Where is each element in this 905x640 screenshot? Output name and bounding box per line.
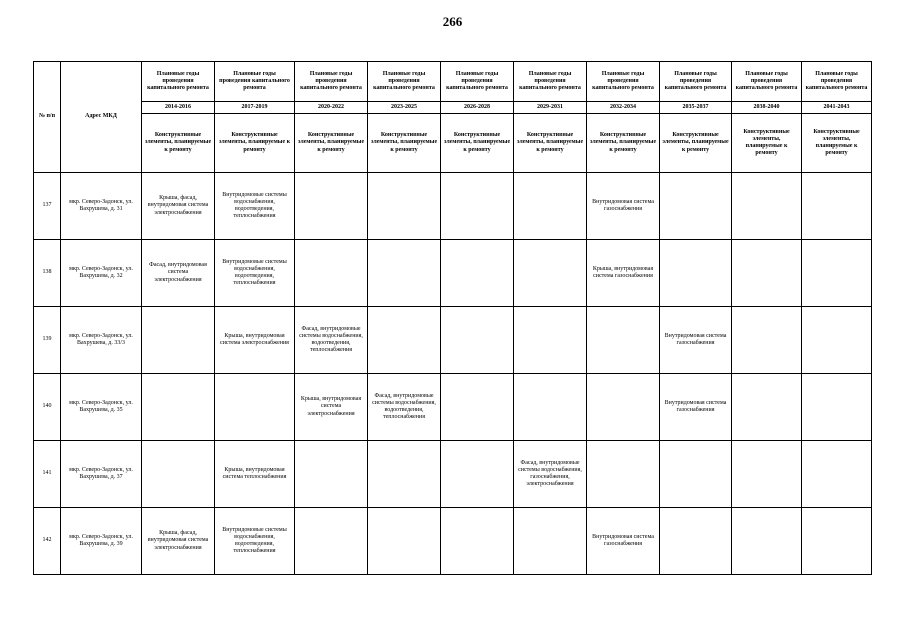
repair-elements-cell: Крыша, внутридомовая система теплоснабжения — [215, 441, 295, 508]
repair-elements-cell — [587, 441, 660, 508]
row-address: мкр. Северо-Задонск, ул. Вахрушева, д. 32 — [61, 240, 142, 307]
period-elements-header: Конструктивные элементы, планируемые к ремонту — [441, 114, 514, 173]
row-number: 140 — [34, 374, 61, 441]
repair-elements-cell — [514, 307, 587, 374]
repair-elements-cell — [441, 508, 514, 575]
repair-elements-cell — [441, 307, 514, 374]
repair-elements-cell — [142, 441, 215, 508]
repair-elements-cell — [441, 173, 514, 240]
repair-elements-cell — [732, 508, 802, 575]
header-row-years — [34, 102, 872, 114]
table-row — [34, 374, 872, 441]
repair-elements-cell: Внутридомовые системы водоснабжения, водоотведения, теплоснабжения — [215, 173, 295, 240]
repair-elements-cell — [732, 374, 802, 441]
repair-elements-cell — [368, 307, 441, 374]
period-years-header: 2032-2034 — [587, 102, 660, 114]
period-elements-header: Конструктивные элементы, планируемые к ремонту — [142, 114, 215, 173]
repair-elements-cell: Внутридомовые системы водоснабжения, водоотведения, теплоснабжения — [215, 240, 295, 307]
period-elements-header: Конструктивные элементы, планируемые к ремонту — [732, 114, 802, 173]
repair-elements-cell — [368, 441, 441, 508]
row-address: мкр. Северо-Задонск, ул. Вахрушева, д. 31 — [61, 173, 142, 240]
period-years-header: 2020-2022 — [295, 102, 368, 114]
repair-elements-cell — [587, 307, 660, 374]
period-title-header: Плановые годы проведения капитального ремонта — [215, 62, 295, 102]
header-row-titles — [34, 62, 872, 102]
repair-elements-cell: Внутридомовая система газоснабжения — [660, 374, 732, 441]
period-years-header: 2023-2025 — [368, 102, 441, 114]
table-row — [34, 240, 872, 307]
repair-elements-cell: Крыша, внутридомовая система электроснабжения — [295, 374, 368, 441]
repair-elements-cell — [142, 374, 215, 441]
period-title-header: Плановые годы проведения капитального ремонта — [732, 62, 802, 102]
repair-elements-cell — [215, 374, 295, 441]
repair-elements-cell: Внутридомовая система газоснабжения — [660, 307, 732, 374]
period-years-header: 2038-2040 — [732, 102, 802, 114]
row-number: 138 — [34, 240, 61, 307]
row-address: мкр. Северо-Задонск, ул. Вахрушева, д. 33/3 — [61, 307, 142, 374]
repair-elements-cell: Крыша, внутридомовая система газоснабжения — [587, 240, 660, 307]
page-number: 266 — [442, 14, 463, 29]
repair-elements-cell — [368, 173, 441, 240]
period-title-header: Плановые годы проведения капитального ремонта — [142, 62, 215, 102]
repair-elements-cell — [660, 173, 732, 240]
col-address-header: Адрес МКД — [61, 62, 142, 173]
repair-elements-cell — [802, 240, 872, 307]
row-number: 141 — [34, 441, 61, 508]
row-address: мкр. Северо-Задонск, ул. Вахрушева, д. 39 — [61, 508, 142, 575]
repair-elements-cell — [802, 374, 872, 441]
repair-elements-cell — [514, 240, 587, 307]
period-elements-header: Конструктивные элементы, планируемые к ремонту — [215, 114, 295, 173]
row-address: мкр. Северо-Задонск, ул. Вахрушева, д. 35 — [61, 374, 142, 441]
period-title-header: Плановые годы проведения капитального ремонта — [514, 62, 587, 102]
row-number: 142 — [34, 508, 61, 575]
repair-elements-cell: Фасад, внутридомовые системы водоснабжения, водоотведения, теплоснабжения — [295, 307, 368, 374]
repair-elements-cell: Крыша, фасад, внутридомовая система электроснабжения — [142, 508, 215, 575]
period-years-header: 2035-2037 — [660, 102, 732, 114]
period-title-header: Плановые годы проведения капитального ремонта — [802, 62, 872, 102]
repair-elements-cell — [660, 441, 732, 508]
repair-elements-cell: Внутридомовые системы водоснабжения, водоотведения, теплоснабжения — [215, 508, 295, 575]
period-years-header: 2017-2019 — [215, 102, 295, 114]
repair-elements-cell — [368, 508, 441, 575]
repair-elements-cell — [732, 441, 802, 508]
repair-elements-cell — [368, 240, 441, 307]
period-title-header: Плановые годы проведения капитального ремонта — [295, 62, 368, 102]
repair-elements-cell: Фасад, внутридомовые системы водоснабжения, газоснабжения, электроснабжения — [514, 441, 587, 508]
repair-elements-cell — [587, 374, 660, 441]
repair-elements-cell — [514, 173, 587, 240]
table-row — [34, 173, 872, 240]
row-number: 137 — [34, 173, 61, 240]
col-num-header: № п/п — [34, 62, 61, 173]
period-elements-header: Конструктивные элементы, планируемые к ремонту — [802, 114, 872, 173]
repair-elements-cell: Внутридомовая система газоснабжения — [587, 508, 660, 575]
repair-elements-cell — [142, 307, 215, 374]
repair-elements-cell — [802, 441, 872, 508]
repair-elements-cell — [802, 173, 872, 240]
period-elements-header: Конструктивные элементы, планируемые к ремонту — [587, 114, 660, 173]
repair-elements-cell — [732, 240, 802, 307]
repair-elements-cell: Внутридомовая система газоснабжения — [587, 173, 660, 240]
repair-elements-cell — [660, 508, 732, 575]
table-row — [34, 307, 872, 374]
table-row — [34, 441, 872, 508]
period-title-header: Плановые годы проведения капитального ремонта — [587, 62, 660, 102]
repair-elements-cell: Фасад, внутридомовая система электроснабжения — [142, 240, 215, 307]
header-row-elements — [34, 114, 872, 173]
repair-elements-cell: Крыша, фасад, внутридомовая система электроснабжения — [142, 173, 215, 240]
table-row — [34, 508, 872, 575]
repair-elements-cell — [441, 240, 514, 307]
repair-elements-cell — [802, 508, 872, 575]
period-title-header: Плановые годы проведения капитального ремонта — [368, 62, 441, 102]
repair-elements-cell — [295, 173, 368, 240]
capital-repair-plan-table — [33, 61, 872, 575]
repair-elements-cell — [441, 374, 514, 441]
repair-elements-cell — [441, 441, 514, 508]
period-title-header: Плановые годы проведения капитального ремонта — [660, 62, 732, 102]
period-elements-header: Конструктивные элементы, планируемые к ремонту — [295, 114, 368, 173]
repair-elements-cell: Фасад, внутридомовые системы водоснабжения, водоотведения, теплоснабжения — [368, 374, 441, 441]
repair-elements-cell — [732, 173, 802, 240]
row-number: 139 — [34, 307, 61, 374]
period-elements-header: Конструктивные элементы, планируемые к ремонту — [514, 114, 587, 173]
period-years-header: 2014-2016 — [142, 102, 215, 114]
repair-elements-cell: Крыша, внутридомовая система электроснабжения — [215, 307, 295, 374]
period-elements-header: Конструктивные элементы, планируемые к ремонту — [368, 114, 441, 173]
period-years-header: 2041-2043 — [802, 102, 872, 114]
period-elements-header: Конструктивные элементы, планируемые к ремонту — [660, 114, 732, 173]
repair-elements-cell — [295, 441, 368, 508]
period-years-header: 2029-2031 — [514, 102, 587, 114]
period-title-header: Плановые годы проведения капитального ремонта — [441, 62, 514, 102]
repair-elements-cell — [295, 508, 368, 575]
repair-elements-cell — [514, 374, 587, 441]
repair-elements-cell — [732, 307, 802, 374]
row-address: мкр. Северо-Задонск, ул. Вахрушева, д. 37 — [61, 441, 142, 508]
repair-elements-cell — [514, 508, 587, 575]
repair-elements-cell — [802, 307, 872, 374]
repair-elements-cell — [660, 240, 732, 307]
period-years-header: 2026-2028 — [441, 102, 514, 114]
repair-elements-cell — [295, 240, 368, 307]
